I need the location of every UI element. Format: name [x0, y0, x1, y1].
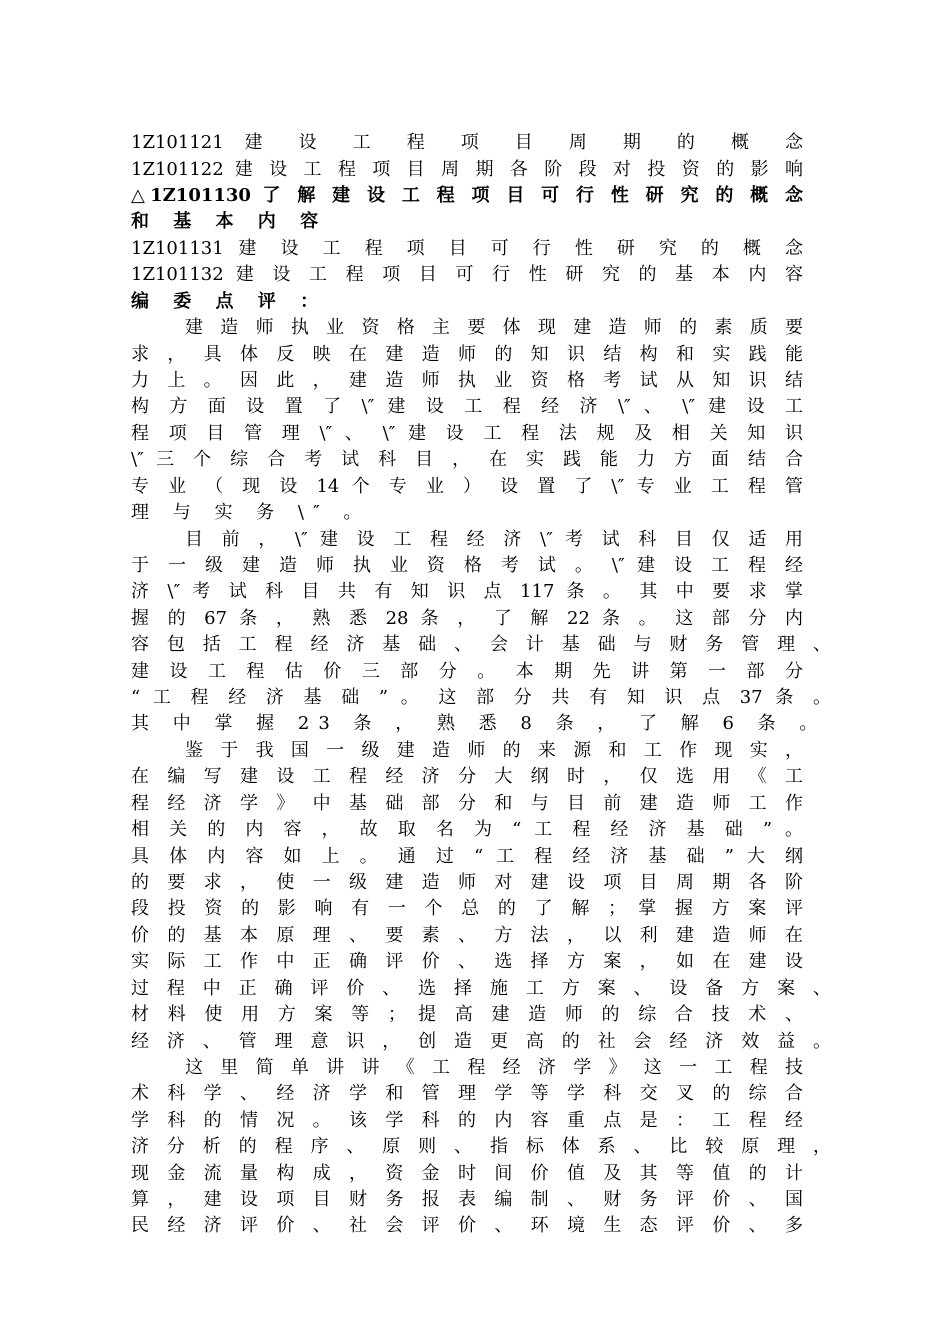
- section-heading-1z101130: △1Z101130 了 解 建 设 工 程 项 目 可 行 性 研 究 的 概 念: [131, 185, 803, 206]
- paragraph-line: 程 项 目 管 理 \″ 、 \″ 建 设 工 程 法 规 及 相 关 知 识: [131, 423, 803, 444]
- paragraph-line: 价 的 基 本 原 理 、 要 素 、 方 法 ， 以 利 建 造 师 在: [131, 925, 803, 946]
- paragraph-line: 建 造 师 执 业 资 格 主 要 体 现 建 造 师 的 素 质 要: [185, 317, 803, 338]
- paragraph-line: 求 ， 具 体 反 映 在 建 造 师 的 知 识 结 构 和 实 践 能: [131, 344, 803, 365]
- paragraph-line: 鉴 于 我 国 一 级 建 造 师 的 来 源 和 工 作 现 实 ，: [185, 740, 803, 761]
- paragraph-line: 构 方 面 设 置 了 \″ 建 设 工 程 经 济 \″ 、 \″ 建 设 工: [131, 396, 803, 417]
- paragraph-line: 理 与 实 务 \″ 。: [131, 502, 371, 523]
- paragraph-line: 相 关 的 内 容 ， 故 取 名 为 “ 工 程 经 济 基 础 ” 。: [131, 819, 803, 840]
- paragraph-line: 握 的 67 条 ， 熟 悉 28 条 ， 了 解 22 条 。 这 部 分 内: [131, 608, 803, 629]
- outline-item-1z101122: 1Z101122 建 设 工 程 项 目 周 期 各 阶 段 对 投 资 的 影 响: [131, 159, 803, 180]
- paragraph-line: 材 料 使 用 方 案 等 ； 提 高 建 造 师 的 综 合 技 术 、: [131, 1004, 803, 1025]
- editorial-comment-heading: 编 委 点 评 ：: [131, 291, 328, 312]
- paragraph-line: 济 分 析 的 程 序 、 原 则 、 指 标 体 系 、 比 较 原 理 ，: [131, 1136, 831, 1157]
- outline-item-1z101131: 1Z101131 建 设 工 程 项 目 可 行 性 研 究 的 概 念: [131, 238, 803, 259]
- paragraph-line: 过 程 中 正 确 评 价 、 选 择 施 工 方 案 、 设 备 方 案 、: [131, 978, 831, 999]
- paragraph-line: 其 中 掌 握 23 条 ， 熟 悉 8 条 ， 了 解 6 条 。: [131, 713, 827, 734]
- paragraph-line: 现 金 流 量 构 成 ， 资 金 时 间 价 值 及 其 等 值 的 计: [131, 1163, 803, 1184]
- paragraph-line: 在 编 写 建 设 工 程 经 济 分 大 纲 时 ， 仅 选 用 《 工: [131, 766, 803, 787]
- paragraph-line: 的 要 求 ， 使 一 级 建 造 师 对 建 设 项 目 周 期 各 阶: [131, 872, 803, 893]
- paragraph-line: 实 际 工 作 中 正 确 评 价 、 选 择 方 案 ， 如 在 建 设: [131, 951, 803, 972]
- paragraph-line: 学 科 的 情 况 。 该 学 科 的 内 容 重 点 是 ： 工 程 经: [131, 1110, 803, 1131]
- paragraph-line: 程 经 济 学 》 中 基 础 部 分 和 与 目 前 建 造 师 工 作: [131, 793, 803, 814]
- paragraph-line: 力 上 。 因 此 ， 建 造 师 执 业 资 格 考 试 从 知 识 结: [131, 370, 803, 391]
- paragraph-line: 术 科 学 、 经 济 学 和 管 理 学 等 学 科 交 叉 的 综 合: [131, 1083, 803, 1104]
- paragraph-line: 专 业 （ 现 设 14 个 专 业 ） 设 置 了 \″ 专 业 工 程 管: [131, 476, 803, 497]
- paragraph-line: 具 体 内 容 如 上 。 通 过 “ 工 程 经 济 基 础 ” 大 纲: [131, 846, 803, 867]
- paragraph-line: 民 经 济 评 价 、 社 会 评 价 、 环 境 生 态 评 价 、 多: [131, 1215, 803, 1236]
- paragraph-line: \″ 三 个 综 合 考 试 科 目 ， 在 实 践 能 力 方 面 结 合: [131, 449, 803, 470]
- paragraph-line: 于 一 级 建 造 师 执 业 资 格 考 试 。 \″ 建 设 工 程 经: [131, 555, 803, 576]
- paragraph-line: 算 ， 建 设 项 目 财 务 报 表 编 制 、 财 务 评 价 、 国: [131, 1189, 803, 1210]
- paragraph-line: 济 \″ 考 试 科 目 共 有 知 识 点 117 条 。 其 中 要 求 掌: [131, 581, 803, 602]
- outline-item-1z101121: 1Z101121 建 设 工 程 项 目 周 期 的 概 念: [131, 132, 803, 153]
- paragraph-line: 这 里 简 单 讲 讲 《 工 程 经 济 学 》 这 一 工 程 技: [185, 1057, 803, 1078]
- paragraph-line: 目 前 ， \″ 建 设 工 程 经 济 \″ 考 试 科 目 仅 适 用: [185, 529, 803, 550]
- paragraph-line: 容 包 括 工 程 经 济 基 础 、 会 计 基 础 与 财 务 管 理 、: [131, 634, 831, 655]
- paragraph-line: 段 投 资 的 影 响 有 一 个 总 的 了 解 ； 掌 握 方 案 评: [131, 898, 803, 919]
- paragraph-line: “ 工 程 经 济 基 础 ” 。 这 部 分 共 有 知 识 点 37 条 。: [131, 687, 831, 708]
- outline-item-1z101132: 1Z101132 建 设 工 程 项 目 可 行 性 研 究 的 基 本 内 容: [131, 264, 803, 285]
- section-heading-continued: 和 基 本 内 容: [131, 211, 328, 232]
- paragraph-line: 建 设 工 程 估 价 三 部 分 。 本 期 先 讲 第 一 部 分: [131, 661, 803, 682]
- paragraph-line: 经 济 、 管 理 意 识 ， 创 造 更 高 的 社 会 经 济 效 益 。: [131, 1031, 831, 1052]
